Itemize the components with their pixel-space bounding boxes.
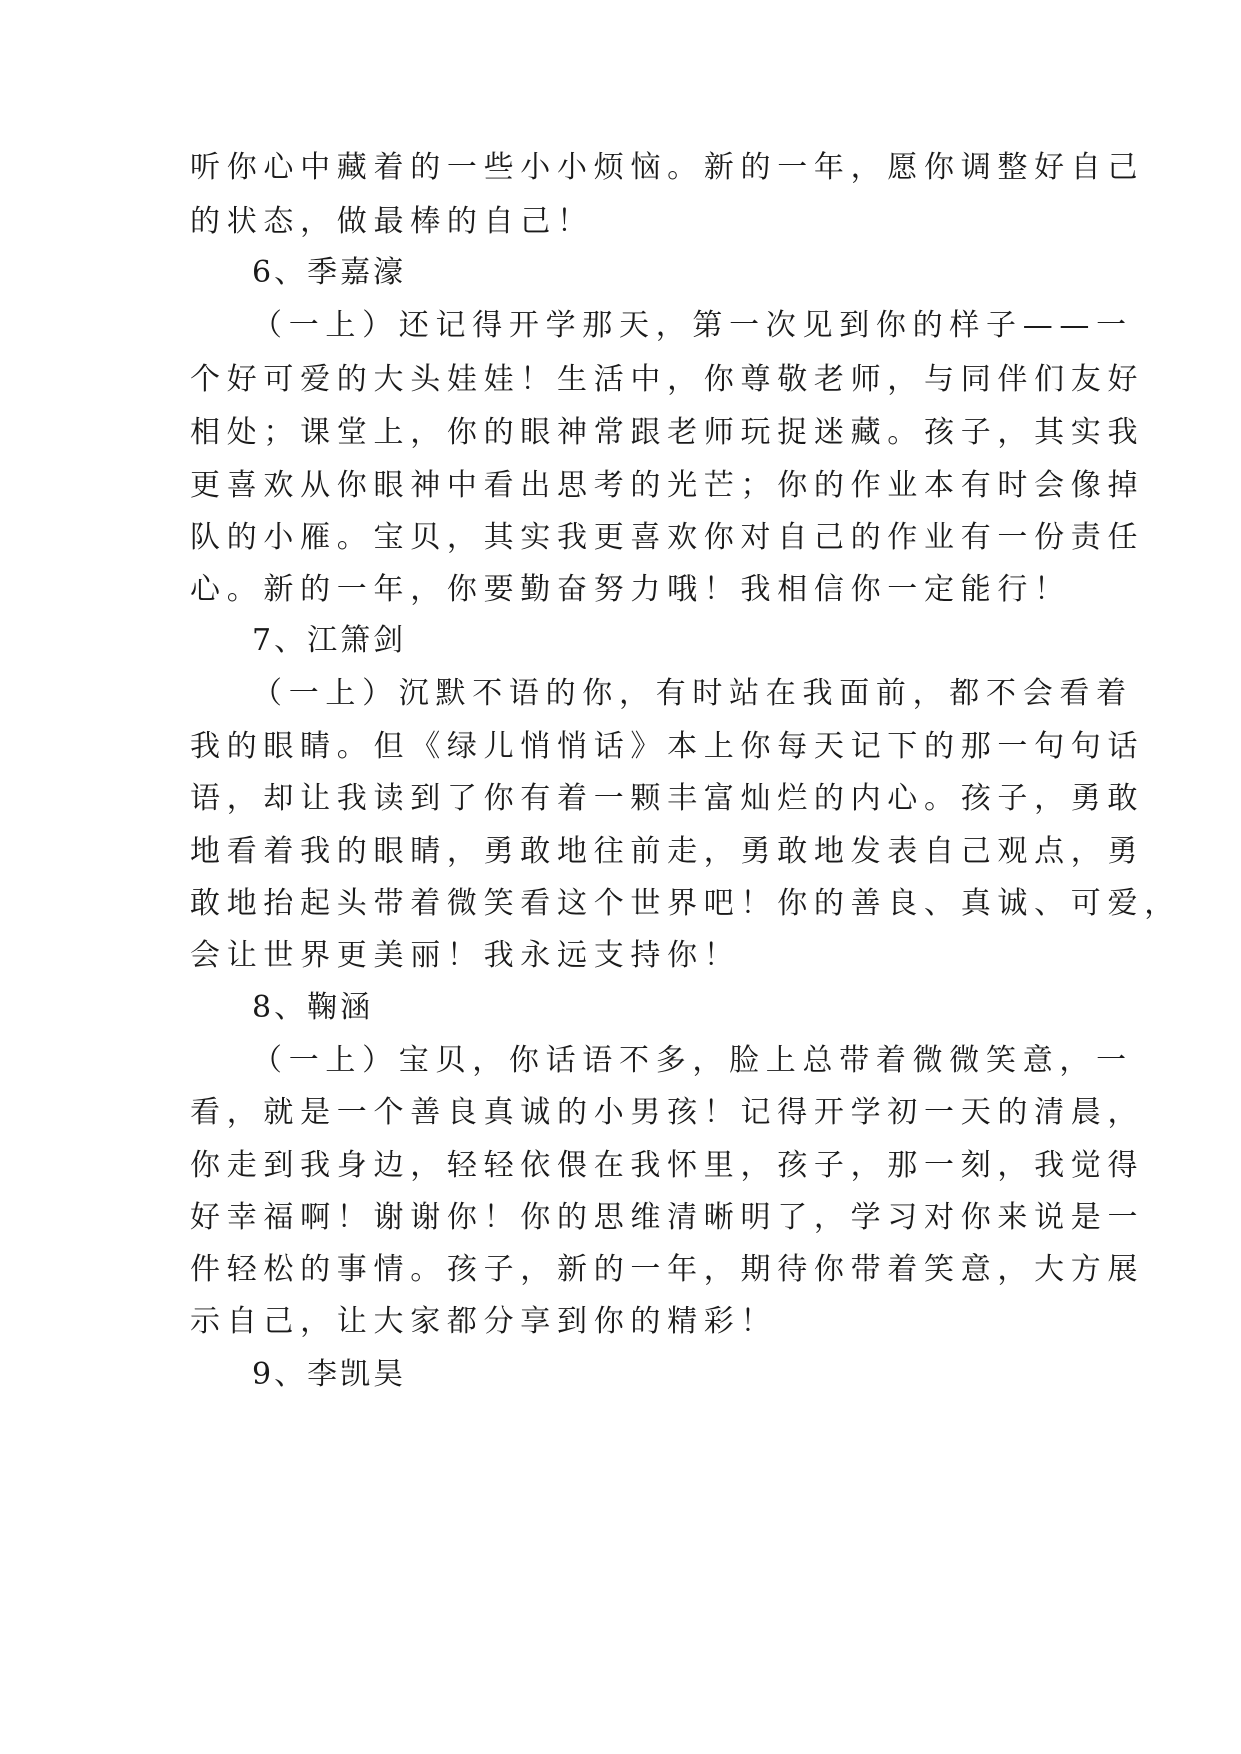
body-text-line: 示自己，让大家都分享到你的精彩！ [190, 1304, 778, 1339]
body-text-line: （一上）沉默不语的你，有时站在我面前，都不会看着 [252, 676, 1133, 711]
student-heading: 8、鞠涵 [252, 990, 374, 1025]
body-text-line: 地看着我的眼睛，勇敢地往前走，勇敢地发表自己观点，勇 [190, 834, 1145, 869]
body-text-line: （一上）宝贝，你话语不多，脸上总带着微微笑意，一 [252, 1043, 1133, 1078]
body-text-line: 心。新的一年，你要勤奋努力哦！我相信你一定能行！ [190, 572, 1071, 607]
body-text-line: 更喜欢从你眼神中看出思考的光芒；你的作业本有时会像掉 [190, 468, 1145, 503]
body-text-line: 看，就是一个善良真诚的小男孩！记得开学初一天的清晨， [190, 1095, 1145, 1130]
body-text-line: 敢地抬起头带着微笑看这个世界吧！你的善良、真诚、可爱， [190, 886, 1181, 921]
body-text-line: 你走到我身边，轻轻依偎在我怀里，孩子，那一刻，我觉得 [190, 1148, 1145, 1183]
student-heading: 9、李凯昊 [252, 1357, 407, 1392]
body-text-line: 听你心中藏着的一些小小烦恼。新的一年，愿你调整好自己 [190, 150, 1145, 185]
body-text-line: 我的眼睛。但《绿儿悄悄话》本上你每天记下的那一句句话 [190, 729, 1145, 764]
body-text-line: 个好可爱的大头娃娃！生活中，你尊敬老师，与同伴们友好 [190, 362, 1145, 397]
body-text-line: 语，却让我读到了你有着一颗丰富灿烂的内心。孩子，勇敢 [190, 781, 1145, 816]
body-text-line: 好幸福啊！谢谢你！你的思维清晰明了，学习对你来说是一 [190, 1200, 1145, 1235]
student-heading: 7、江箫剑 [252, 623, 407, 658]
body-text-line: （一上）还记得开学那天，第一次见到你的样子——一 [252, 308, 1133, 343]
body-text-line: 件轻松的事情。孩子，新的一年，期待你带着笑意，大方展 [190, 1252, 1145, 1287]
body-text-line: 的状态，做最棒的自己！ [190, 204, 594, 239]
student-heading: 6、季嘉濠 [252, 255, 407, 290]
body-text-line: 相处；课堂上，你的眼神常跟老师玩捉迷藏。孩子，其实我 [190, 415, 1145, 450]
body-text-line: 队的小雁。宝贝，其实我更喜欢你对自己的作业有一份责任 [190, 520, 1145, 555]
body-text-line: 会让世界更美丽！我永远支持你！ [190, 938, 741, 973]
